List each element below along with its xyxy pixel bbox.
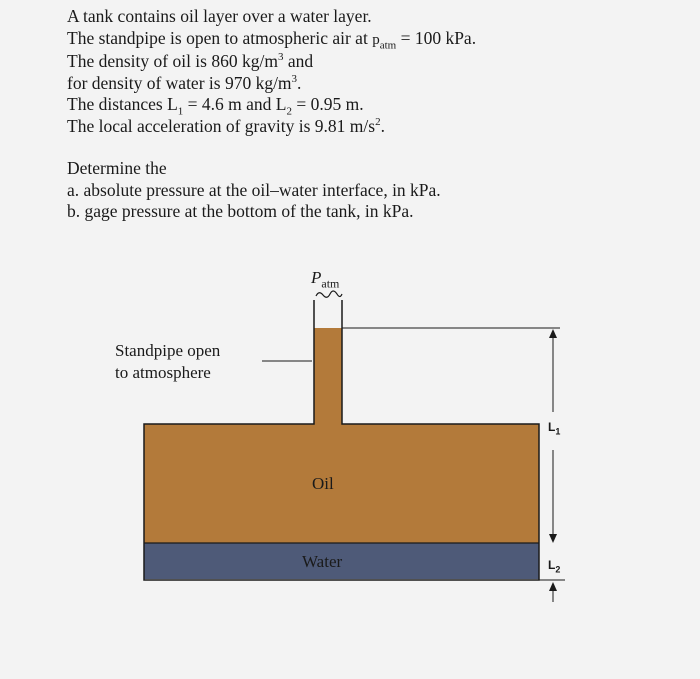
oil-label: Oil [312, 474, 334, 493]
problem-line-2: The standpipe is open to atmospheric air at $p_{atm} = 100$ kPa. [67, 27, 477, 51]
problem-line-4: for density of water is 970 $kg/m^3$. [67, 72, 302, 93]
l1-label: $L_1$ [548, 420, 561, 437]
question-b: b. gage pressure at the bottom of the tank, in kPa. [67, 201, 414, 221]
problem-line-5: The distances $L_1 = 4.6$ m and $L_2 = 0.95$ m. [67, 94, 364, 118]
question-a: a. absolute pressure at the oil–water interface, in kPa. [67, 179, 441, 200]
open-end-squiggle [316, 291, 342, 297]
standpipe-label-line-1: Standpipe open [115, 341, 221, 360]
l1-arrowhead-bottom-icon [549, 534, 557, 543]
standpipe-oil-column [314, 328, 342, 425]
problem-line-6: The local acceleration of gravity is 9.81 $m/s^2$. [67, 115, 385, 136]
oil-layer [144, 424, 539, 543]
patm-label: $P_{atm}$ [311, 268, 340, 291]
standpipe-label [115, 340, 220, 384]
l2-label: $L_2$ [548, 558, 561, 575]
water-label: Water [302, 552, 343, 571]
problem-line-1: A tank contains oil layer over a water layer. [67, 6, 372, 26]
l1-arrowhead-top-icon [549, 329, 557, 338]
determine-heading: Determine the [67, 158, 167, 178]
l2-arrowhead-icon [549, 582, 557, 591]
problem-line-3: The density of oil is 860 $kg/m^3$ and [67, 51, 314, 71]
standpipe-label-line-2: to atmosphere [115, 363, 211, 382]
